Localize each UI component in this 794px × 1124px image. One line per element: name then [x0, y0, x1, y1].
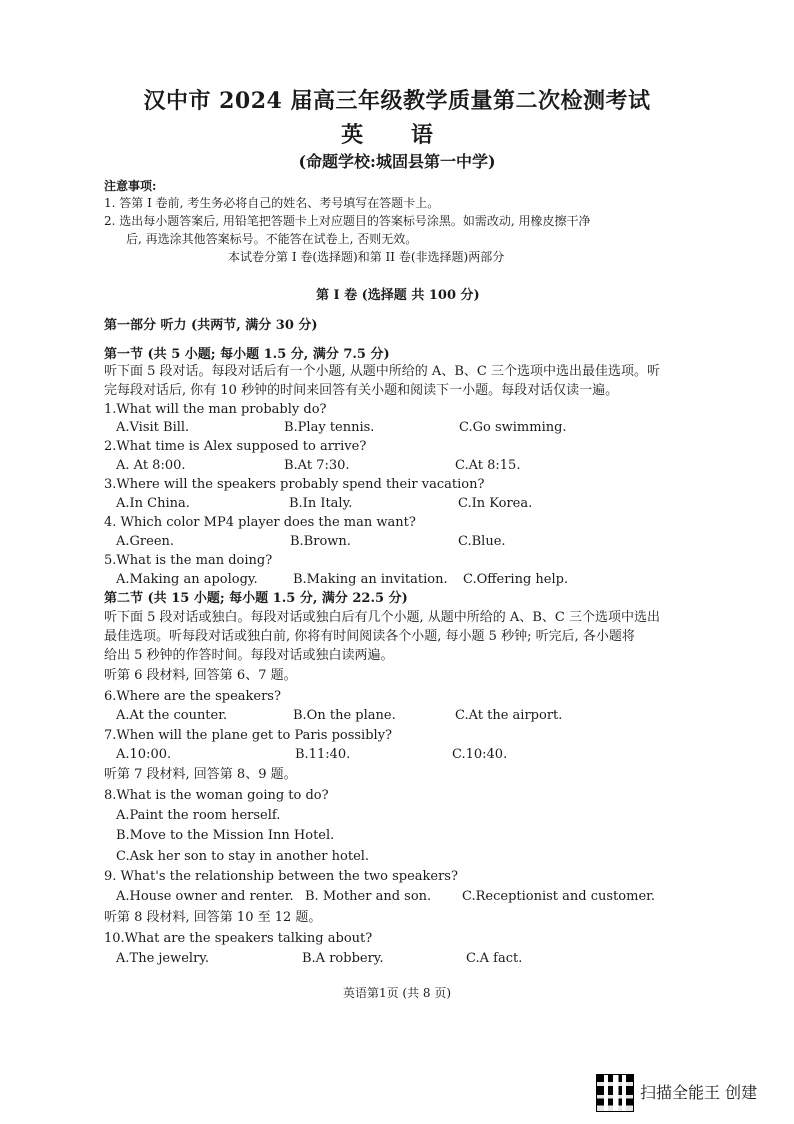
option-a: A.Visit Bill.: [116, 420, 190, 435]
question-8-option-b: B.Move to the Mission Inn Hotel.: [116, 828, 335, 843]
exam-title: 汉中市 2024 届高三年级教学质量第二次检测考试: [143, 88, 651, 114]
option-a: A.Making an apology.: [116, 572, 258, 587]
option-c: C.A fact.: [466, 951, 523, 966]
question-1-options: [0, 420, 794, 438]
notice-item-1: 1. 答第 I 卷前, 考生务必将自己的姓名、考号填写在答题卡上。: [104, 196, 440, 210]
option-b: B.11:40.: [295, 747, 351, 762]
question-4-options: [0, 534, 794, 552]
option-b: B.A robbery.: [302, 951, 384, 966]
section-2-instruction-1: 听下面 5 段对话或独白。每段对话或独白后有几个小题, 从题中所给的 A、B、C 三个选项中选出: [104, 610, 660, 625]
qr-code-icon: [596, 1074, 634, 1112]
option-c: C.Offering help.: [463, 572, 569, 587]
material-7-note: 听第 7 段材料, 回答第 8、9 题。: [104, 767, 297, 782]
option-c: C.10:40.: [452, 747, 508, 762]
paper-structure: 本试卷分第 I 卷(选择题)和第 II 卷(非选择题)两部分: [228, 250, 505, 264]
question-8-option-a: A.Paint the room herself.: [116, 808, 281, 823]
notice-heading: 注意事项:: [104, 179, 157, 193]
question-9-options: [0, 889, 794, 907]
option-a: A.The jewelry.: [116, 951, 210, 966]
question-2-stem: 2.What time is Alex supposed to arrive?: [104, 439, 367, 454]
question-5-options: [0, 572, 794, 590]
question-3-stem: 3.Where will the speakers probably spend their vacation?: [104, 477, 485, 492]
subject-title: 英 语: [341, 122, 453, 148]
question-1-stem: 1.What will the man probably do?: [104, 402, 327, 417]
option-b: B.Brown.: [290, 534, 351, 549]
scanner-watermark: 扫描全能王 创建: [640, 1083, 758, 1102]
question-6-options: [0, 708, 794, 726]
question-9-stem: 9. What's the relationship between the two speakers?: [104, 869, 458, 884]
notice-item-2: 2. 选出每小题答案后, 用铅笔把答题卡上对应题目的答案标号涂黑。如需改动, 用橡皮擦干净: [104, 214, 591, 228]
option-b: B.At 7:30.: [284, 458, 350, 473]
part-1-title: 第一部分 听力 (共两节, 满分 30 分): [104, 318, 318, 333]
option-a: A. At 8:00.: [116, 458, 186, 473]
page-footer: 英语第1页 (共 8 页): [342, 986, 452, 1000]
question-8-option-c: C.Ask her son to stay in another hotel.: [116, 849, 370, 864]
question-7-stem: 7.When will the plane get to Paris possibly?: [104, 728, 393, 743]
section-1-instruction-1: 听下面 5 段对话。每段对话后有一个小题, 从题中所给的 A、B、C 三个选项中选出最佳选项。听: [104, 364, 660, 379]
option-c: C.Blue.: [458, 534, 506, 549]
option-c: C.At 8:15.: [455, 458, 521, 473]
option-c: C.In Korea.: [458, 496, 533, 511]
option-b: B. Mother and son.: [305, 889, 432, 904]
question-5-stem: 5.What is the man doing?: [104, 553, 273, 568]
material-8-note: 听第 8 段材料, 回答第 10 至 12 题。: [104, 910, 322, 925]
option-c: C.At the airport.: [455, 708, 563, 723]
section-1-instruction-2: 完每段对话后, 你有 10 秒钟的时间来回答有关小题和阅读下一小题。每段对话仅读一遍。: [104, 383, 619, 398]
question-3-options: [0, 496, 794, 514]
question-4-stem: 4. Which color MP4 player does the man want?: [104, 515, 416, 530]
option-a: A.Green.: [116, 534, 175, 549]
school-name: (命题学校:城固县第一中学): [298, 152, 496, 171]
question-7-options: [0, 747, 794, 765]
question-6-stem: 6.Where are the speakers?: [104, 689, 281, 704]
section-2-heading: 第二节 (共 15 小题; 每小题 1.5 分, 满分 22.5 分): [104, 591, 408, 606]
material-6-note: 听第 6 段材料, 回答第 6、7 题。: [104, 668, 297, 683]
option-b: B.Play tennis.: [284, 420, 375, 435]
section-1-heading: 第一节 (共 5 小题; 每小题 1.5 分, 满分 7.5 分): [104, 347, 390, 362]
question-2-options: [0, 458, 794, 476]
option-b: B.In Italy.: [289, 496, 353, 511]
question-10-options: [0, 951, 794, 969]
volume-1-title: 第 I 卷 (选择题 共 100 分): [316, 288, 480, 303]
option-a: A.At the counter.: [116, 708, 228, 723]
section-2-instruction-3: 给出 5 秒钟的作答时间。每段对话或独白读两遍。: [104, 648, 394, 663]
question-10-stem: 10.What are the speakers talking about?: [104, 931, 373, 946]
option-b: B.On the plane.: [293, 708, 396, 723]
option-b: B.Making an invitation.: [293, 572, 448, 587]
section-2-instruction-2: 最佳选项。听每段对话或独白前, 你将有时间阅读各个小题, 每小题 5 秒钟; 听完后, 各小题将: [104, 629, 635, 644]
option-a: A.House owner and renter.: [116, 889, 294, 904]
option-c: C.Receptionist and customer.: [462, 889, 656, 904]
option-c: C.Go swimming.: [459, 420, 567, 435]
question-8-stem: 8.What is the woman going to do?: [104, 788, 329, 803]
option-a: A.10:00.: [116, 747, 172, 762]
option-a: A.In China.: [116, 496, 190, 511]
notice-item-2-cont: 后, 再选涂其他答案标号。不能答在试卷上, 否则无效。: [126, 232, 418, 246]
